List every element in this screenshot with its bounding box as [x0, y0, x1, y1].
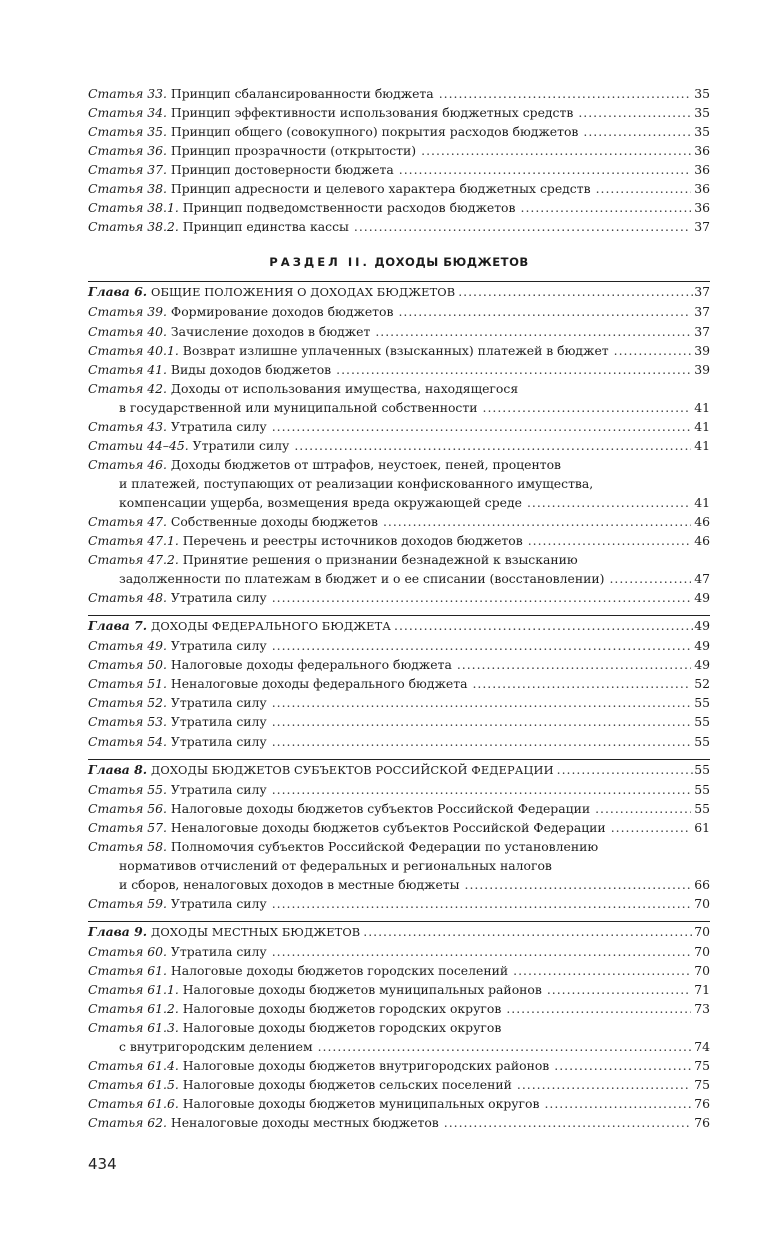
article-label: Статья 55.: [88, 781, 167, 797]
article-title: Принцип единства кассы: [182, 219, 349, 235]
toc-entry[interactable]: [88, 436, 710, 455]
page-ref: 75: [694, 1058, 710, 1074]
page-ref: 41: [694, 437, 710, 453]
toc-entry[interactable]: [88, 588, 710, 607]
chapter-label: Глава 7.: [88, 618, 148, 634]
article-title: Полномочия субъектов Российской Федерации по установлению: [170, 838, 599, 854]
article-title: Утратила силу: [170, 695, 267, 711]
article-title: Неналоговые доходы бюджетов субъектов Российской Федерации: [170, 819, 606, 835]
page-ref: 49: [694, 618, 710, 634]
article-title: и сборов, неналоговых доходов в местные бюджеты: [119, 876, 460, 892]
article-title: Принцип сбалансированности бюджета: [170, 86, 434, 101]
article-title: нормативов отчислений от федеральных и региональных налогов: [119, 857, 552, 873]
page-ref: 41: [694, 494, 710, 510]
article-title: Утратила силу: [170, 418, 267, 434]
article-title: Утратила силу: [170, 781, 267, 797]
toc-entry[interactable]: [88, 512, 710, 531]
article-title: компенсации ущерба, возмещения вреда окружающей среде: [119, 494, 522, 510]
toc-entry[interactable]: [88, 693, 710, 712]
page-ref: 35: [694, 105, 710, 121]
toc-part-1: [88, 84, 710, 236]
toc-entry[interactable]: [88, 980, 710, 999]
toc-entry[interactable]: [88, 379, 710, 398]
page-ref: 39: [694, 342, 710, 358]
article-label: Статьи 44–45.: [88, 437, 189, 453]
toc-entry[interactable]: [88, 322, 710, 341]
toc-entry[interactable]: [88, 732, 710, 751]
toc-entry[interactable]: [88, 455, 710, 474]
page-ref: 71: [694, 982, 710, 998]
article-title: Утратили силу: [192, 437, 290, 453]
chapters: [88, 281, 710, 1132]
chapter-gap: [88, 913, 710, 921]
section-prefix: РАЗДЕЛ II.: [269, 255, 370, 270]
article-label: Статья 61.2.: [88, 1001, 179, 1017]
toc-entry[interactable]: [88, 818, 710, 837]
article-title: Собственные доходы бюджетов: [170, 513, 378, 529]
dot-leader: [294, 436, 691, 455]
dot-leader: [272, 732, 691, 751]
toc-entry[interactable]: [88, 961, 710, 980]
toc-entry[interactable]: [88, 302, 710, 321]
toc-entry[interactable]: [88, 1094, 710, 1113]
article-title: Неналоговые доходы федерального бюджета: [170, 676, 468, 692]
toc-entry[interactable]: [88, 1113, 710, 1132]
toc-entry-continuation[interactable]: [88, 493, 710, 512]
page-ref: 70: [694, 943, 710, 959]
dot-leader: [318, 1037, 692, 1056]
article-title: с внутригородским делением: [119, 1039, 313, 1055]
page-ref: 36: [694, 181, 710, 197]
chapter-label: Глава 9.: [88, 923, 148, 939]
toc-entry-continuation[interactable]: [88, 569, 710, 588]
article-label: Статья 38.: [88, 181, 167, 197]
dot-leader: [583, 122, 691, 141]
article-label: Статья 40.: [88, 323, 167, 339]
dot-leader: [458, 282, 693, 301]
toc-entry[interactable]: [88, 417, 710, 436]
toc-entry-continuation[interactable]: [88, 398, 710, 417]
dot-leader: [517, 1075, 691, 1094]
toc-entry[interactable]: [88, 103, 710, 122]
article-label: Статья 57.: [88, 819, 167, 835]
dot-leader: [614, 341, 692, 360]
toc-entry[interactable]: [88, 1056, 710, 1075]
page-ref: 36: [694, 143, 710, 159]
article-title: Утратила силу: [170, 638, 267, 654]
page-ref: 37: [694, 323, 710, 339]
dot-leader: [544, 1094, 691, 1113]
toc-entry-continuation[interactable]: [88, 474, 710, 493]
chapter-heading[interactable]: [88, 759, 710, 780]
dot-leader: [595, 799, 691, 818]
dot-leader: [528, 531, 692, 550]
chapter-label: Глава 6.: [88, 284, 148, 300]
article-title: Налоговые доходы бюджетов городских округов: [182, 1020, 502, 1036]
dot-leader: [527, 493, 691, 512]
article-title: Утратила силу: [170, 895, 267, 911]
chapter-heading[interactable]: [88, 615, 710, 636]
article-title: Принцип прозрачности (открытости): [170, 143, 417, 159]
dot-leader: [272, 894, 691, 913]
page-ref: 55: [694, 800, 710, 816]
article-label: Статья 50.: [88, 657, 167, 673]
page-ref: 46: [694, 533, 710, 549]
article-label: Статья 53.: [88, 714, 167, 730]
toc-entry[interactable]: [88, 360, 710, 379]
article-title: Налоговые доходы бюджетов муниципальных районов: [182, 982, 542, 998]
page-ref: 49: [694, 657, 710, 673]
dot-leader: [513, 961, 691, 980]
toc-entry[interactable]: [88, 655, 710, 674]
article-label: Статья 54.: [88, 733, 167, 749]
page-ref: 37: [694, 304, 710, 320]
toc-entry[interactable]: [88, 894, 710, 913]
page-ref: 36: [694, 200, 710, 216]
article-title: Утратила силу: [170, 714, 267, 730]
page-ref: 39: [694, 361, 710, 377]
article-label: Статья 52.: [88, 695, 167, 711]
dot-leader: [272, 712, 691, 731]
toc-entry[interactable]: [88, 942, 710, 961]
article-title: Формирование доходов бюджетов: [170, 304, 394, 320]
toc-entry[interactable]: [88, 84, 710, 103]
article-label: Статья 39.: [88, 304, 167, 320]
article-label: Статья 49.: [88, 638, 167, 654]
dot-leader: [457, 655, 691, 674]
page-ref: 70: [694, 895, 710, 911]
dot-leader: [444, 1113, 691, 1132]
page-ref: 70: [694, 923, 710, 939]
page-ref: 36: [694, 162, 710, 178]
article-title: Налоговые доходы бюджетов внутригородских районов: [182, 1058, 550, 1074]
page-ref: 49: [694, 638, 710, 654]
page-ref: 74: [694, 1039, 710, 1055]
article-label: Статья 46.: [88, 456, 167, 472]
article-title: Налоговые доходы бюджетов городских округов: [182, 1001, 502, 1017]
dot-leader: [272, 942, 691, 961]
dot-leader: [363, 922, 693, 941]
page-ref: 73: [694, 1001, 710, 1017]
page-ref: 52: [694, 676, 710, 692]
dot-leader: [272, 693, 691, 712]
toc-entry[interactable]: [88, 341, 710, 360]
toc-entry[interactable]: [88, 1075, 710, 1094]
article-title: Налоговые доходы бюджетов городских поселений: [170, 963, 509, 979]
article-label: Статья 62.: [88, 1115, 167, 1131]
dot-leader: [609, 569, 691, 588]
page-ref: 55: [694, 781, 710, 797]
toc-entry[interactable]: [88, 179, 710, 198]
article-label: Статья 61.3.: [88, 1020, 179, 1036]
page-ref: 76: [694, 1096, 710, 1112]
article-title: Принцип достоверности бюджета: [170, 162, 394, 178]
article-label: Статья 37.: [88, 162, 167, 178]
article-label: Статья 38.1.: [88, 200, 179, 216]
article-label: Статья 40.1.: [88, 342, 179, 358]
dot-leader: [399, 160, 691, 179]
article-title: Принцип общего (совокупного) покрытия расходов бюджетов: [170, 124, 579, 140]
page-ref: 66: [694, 876, 710, 892]
article-title: Принцип эффективности использования бюджетных средств: [170, 105, 574, 121]
article-label: Статья 35.: [88, 124, 167, 140]
article-title: Утратила силу: [170, 943, 267, 959]
article-label: Статья 43.: [88, 418, 167, 434]
article-title: Принятие решения о признании безнадежной к взысканию: [182, 552, 578, 568]
chapter-title: ДОХОДЫ БЮДЖЕТОВ СУБЪЕКТОВ РОССИЙСКОЙ ФЕДЕРАЦИИ: [151, 762, 554, 777]
dot-leader: [375, 322, 691, 341]
chapter-heading[interactable]: [88, 921, 710, 942]
article-title: Утратила силу: [170, 590, 267, 606]
chapter-title: ДОХОДЫ ФЕДЕРАЛЬНОГО БЮДЖЕТА: [151, 619, 392, 634]
dot-leader: [465, 875, 692, 894]
page-ref: 41: [694, 399, 710, 415]
toc-entry[interactable]: [88, 999, 710, 1018]
page-ref: 55: [694, 695, 710, 711]
dot-leader: [557, 760, 694, 779]
toc-entry[interactable]: [88, 636, 710, 655]
page-ref: 75: [694, 1077, 710, 1093]
article-label: Статья 41.: [88, 361, 167, 377]
article-label: Статья 47.: [88, 513, 167, 529]
page-ref: 41: [694, 418, 710, 434]
article-label: Статья 61.1.: [88, 982, 179, 998]
article-label: Статья 34.: [88, 105, 167, 121]
article-title: Налоговые доходы федерального бюджета: [170, 657, 452, 673]
article-label: Статья 36.: [88, 143, 167, 159]
toc-entry[interactable]: [88, 837, 710, 856]
page-ref: 55: [694, 733, 710, 749]
dot-leader: [354, 217, 691, 236]
dot-leader: [394, 616, 693, 635]
chapter-gap: [88, 751, 710, 759]
article-label: Статья 61.: [88, 963, 167, 979]
dot-leader: [578, 103, 691, 122]
article-title: Перечень и реестры источников доходов бюджетов: [182, 533, 523, 549]
article-label: Статья 61.6.: [88, 1096, 179, 1112]
dot-leader: [336, 360, 691, 379]
article-label: Статья 61.4.: [88, 1058, 179, 1074]
article-title: Неналоговые доходы местных бюджетов: [170, 1115, 439, 1131]
toc-entry-continuation[interactable]: [88, 1037, 710, 1056]
page-number: 434: [88, 1155, 117, 1173]
article-title: Принцип адресности и целевого характера бюджетных средств: [170, 181, 591, 197]
dot-leader: [272, 780, 691, 799]
page-ref: 35: [694, 86, 710, 101]
page-ref: 37: [694, 219, 710, 235]
toc-entry[interactable]: [88, 780, 710, 799]
toc-entry[interactable]: [88, 674, 710, 693]
toc-entry[interactable]: [88, 1018, 710, 1037]
toc-entry-continuation[interactable]: [88, 875, 710, 894]
article-title: Утратила силу: [170, 733, 267, 749]
dot-leader: [596, 179, 692, 198]
dot-leader: [521, 198, 692, 217]
dot-leader: [383, 512, 691, 531]
page-ref: 37: [694, 284, 710, 300]
article-title: задолженности по платежам в бюджет и о ее списании (восстановлении): [119, 571, 605, 587]
dot-leader: [547, 980, 691, 999]
article-title: Налоговые доходы бюджетов субъектов Российской Федерации: [170, 800, 591, 816]
dot-leader: [506, 999, 691, 1018]
article-label: Статья 58.: [88, 838, 167, 854]
chapter-gap: [88, 607, 710, 615]
toc-entry[interactable]: [88, 531, 710, 550]
toc-entry[interactable]: [88, 160, 710, 179]
dot-leader: [272, 636, 691, 655]
article-label: Статья 48.: [88, 590, 167, 606]
article-title: и платежей, поступающих от реализации конфискованного имущества,: [119, 475, 594, 491]
dot-leader: [421, 141, 691, 160]
article-title: Налоговые доходы бюджетов муниципальных округов: [182, 1096, 540, 1112]
toc-entry[interactable]: [88, 799, 710, 818]
article-label: Статья 59.: [88, 895, 167, 911]
page-ref: 35: [694, 124, 710, 140]
article-title: Принцип подведомственности расходов бюджетов: [182, 200, 516, 216]
dot-leader: [611, 818, 692, 837]
page-ref: 76: [694, 1115, 710, 1131]
dot-leader: [483, 398, 692, 417]
page-ref: 46: [694, 513, 710, 529]
toc-entry[interactable]: [88, 712, 710, 731]
dot-leader: [472, 674, 691, 693]
article-label: Статья 47.1.: [88, 533, 179, 549]
page-ref: 55: [694, 714, 710, 730]
page-ref: 55: [694, 761, 710, 777]
dot-leader: [398, 302, 691, 321]
toc-entry-continuation[interactable]: [88, 856, 710, 875]
chapter-heading[interactable]: [88, 281, 710, 302]
page-ref: 49: [694, 590, 710, 606]
article-label: Статья 33.: [88, 86, 167, 101]
chapter-title: ОБЩИЕ ПОЛОЖЕНИЯ О ДОХОДАХ БЮДЖЕТОВ: [151, 285, 456, 300]
article-label: Статья 60.: [88, 943, 167, 959]
toc-entry[interactable]: [88, 141, 710, 160]
dot-leader: [439, 84, 692, 103]
toc-entry[interactable]: [88, 550, 710, 569]
dot-leader: [272, 417, 691, 436]
page-ref: 70: [694, 963, 710, 979]
toc-entry[interactable]: [88, 122, 710, 141]
dot-leader: [272, 588, 691, 607]
article-label: Статья 42.: [88, 380, 167, 396]
page-ref: 61: [694, 819, 710, 835]
section-heading: [88, 253, 710, 272]
toc-entry[interactable]: [88, 198, 710, 217]
article-title: в государственной или муниципальной собственности: [119, 399, 478, 415]
article-title: Виды доходов бюджетов: [170, 361, 332, 377]
article-title: Возврат излишне уплаченных (взысканных) платежей в бюджет: [182, 342, 609, 358]
article-title: Налоговые доходы бюджетов сельских поселений: [182, 1077, 512, 1093]
page-ref: 47: [694, 571, 710, 587]
article-label: Статья 38.2.: [88, 219, 179, 235]
article-title: Доходы бюджетов от штрафов, неустоек, пеней, процентов: [170, 456, 562, 472]
article-title: Доходы от использования имущества, находящегося: [170, 380, 519, 396]
article-label: Статья 56.: [88, 800, 167, 816]
chapter-title: ДОХОДЫ МЕСТНЫХ БЮДЖЕТОВ: [151, 924, 361, 939]
article-label: Статья 61.5.: [88, 1077, 179, 1093]
toc-entry[interactable]: [88, 217, 710, 236]
chapter-label: Глава 8.: [88, 761, 148, 777]
article-title: Зачисление доходов в бюджет: [170, 323, 371, 339]
dot-leader: [554, 1056, 691, 1075]
section-title: ДОХОДЫ БЮДЖЕТОВ: [374, 255, 529, 270]
article-label: Статья 47.2.: [88, 552, 179, 568]
table-of-contents: [88, 84, 710, 1132]
article-label: Статья 51.: [88, 676, 167, 692]
